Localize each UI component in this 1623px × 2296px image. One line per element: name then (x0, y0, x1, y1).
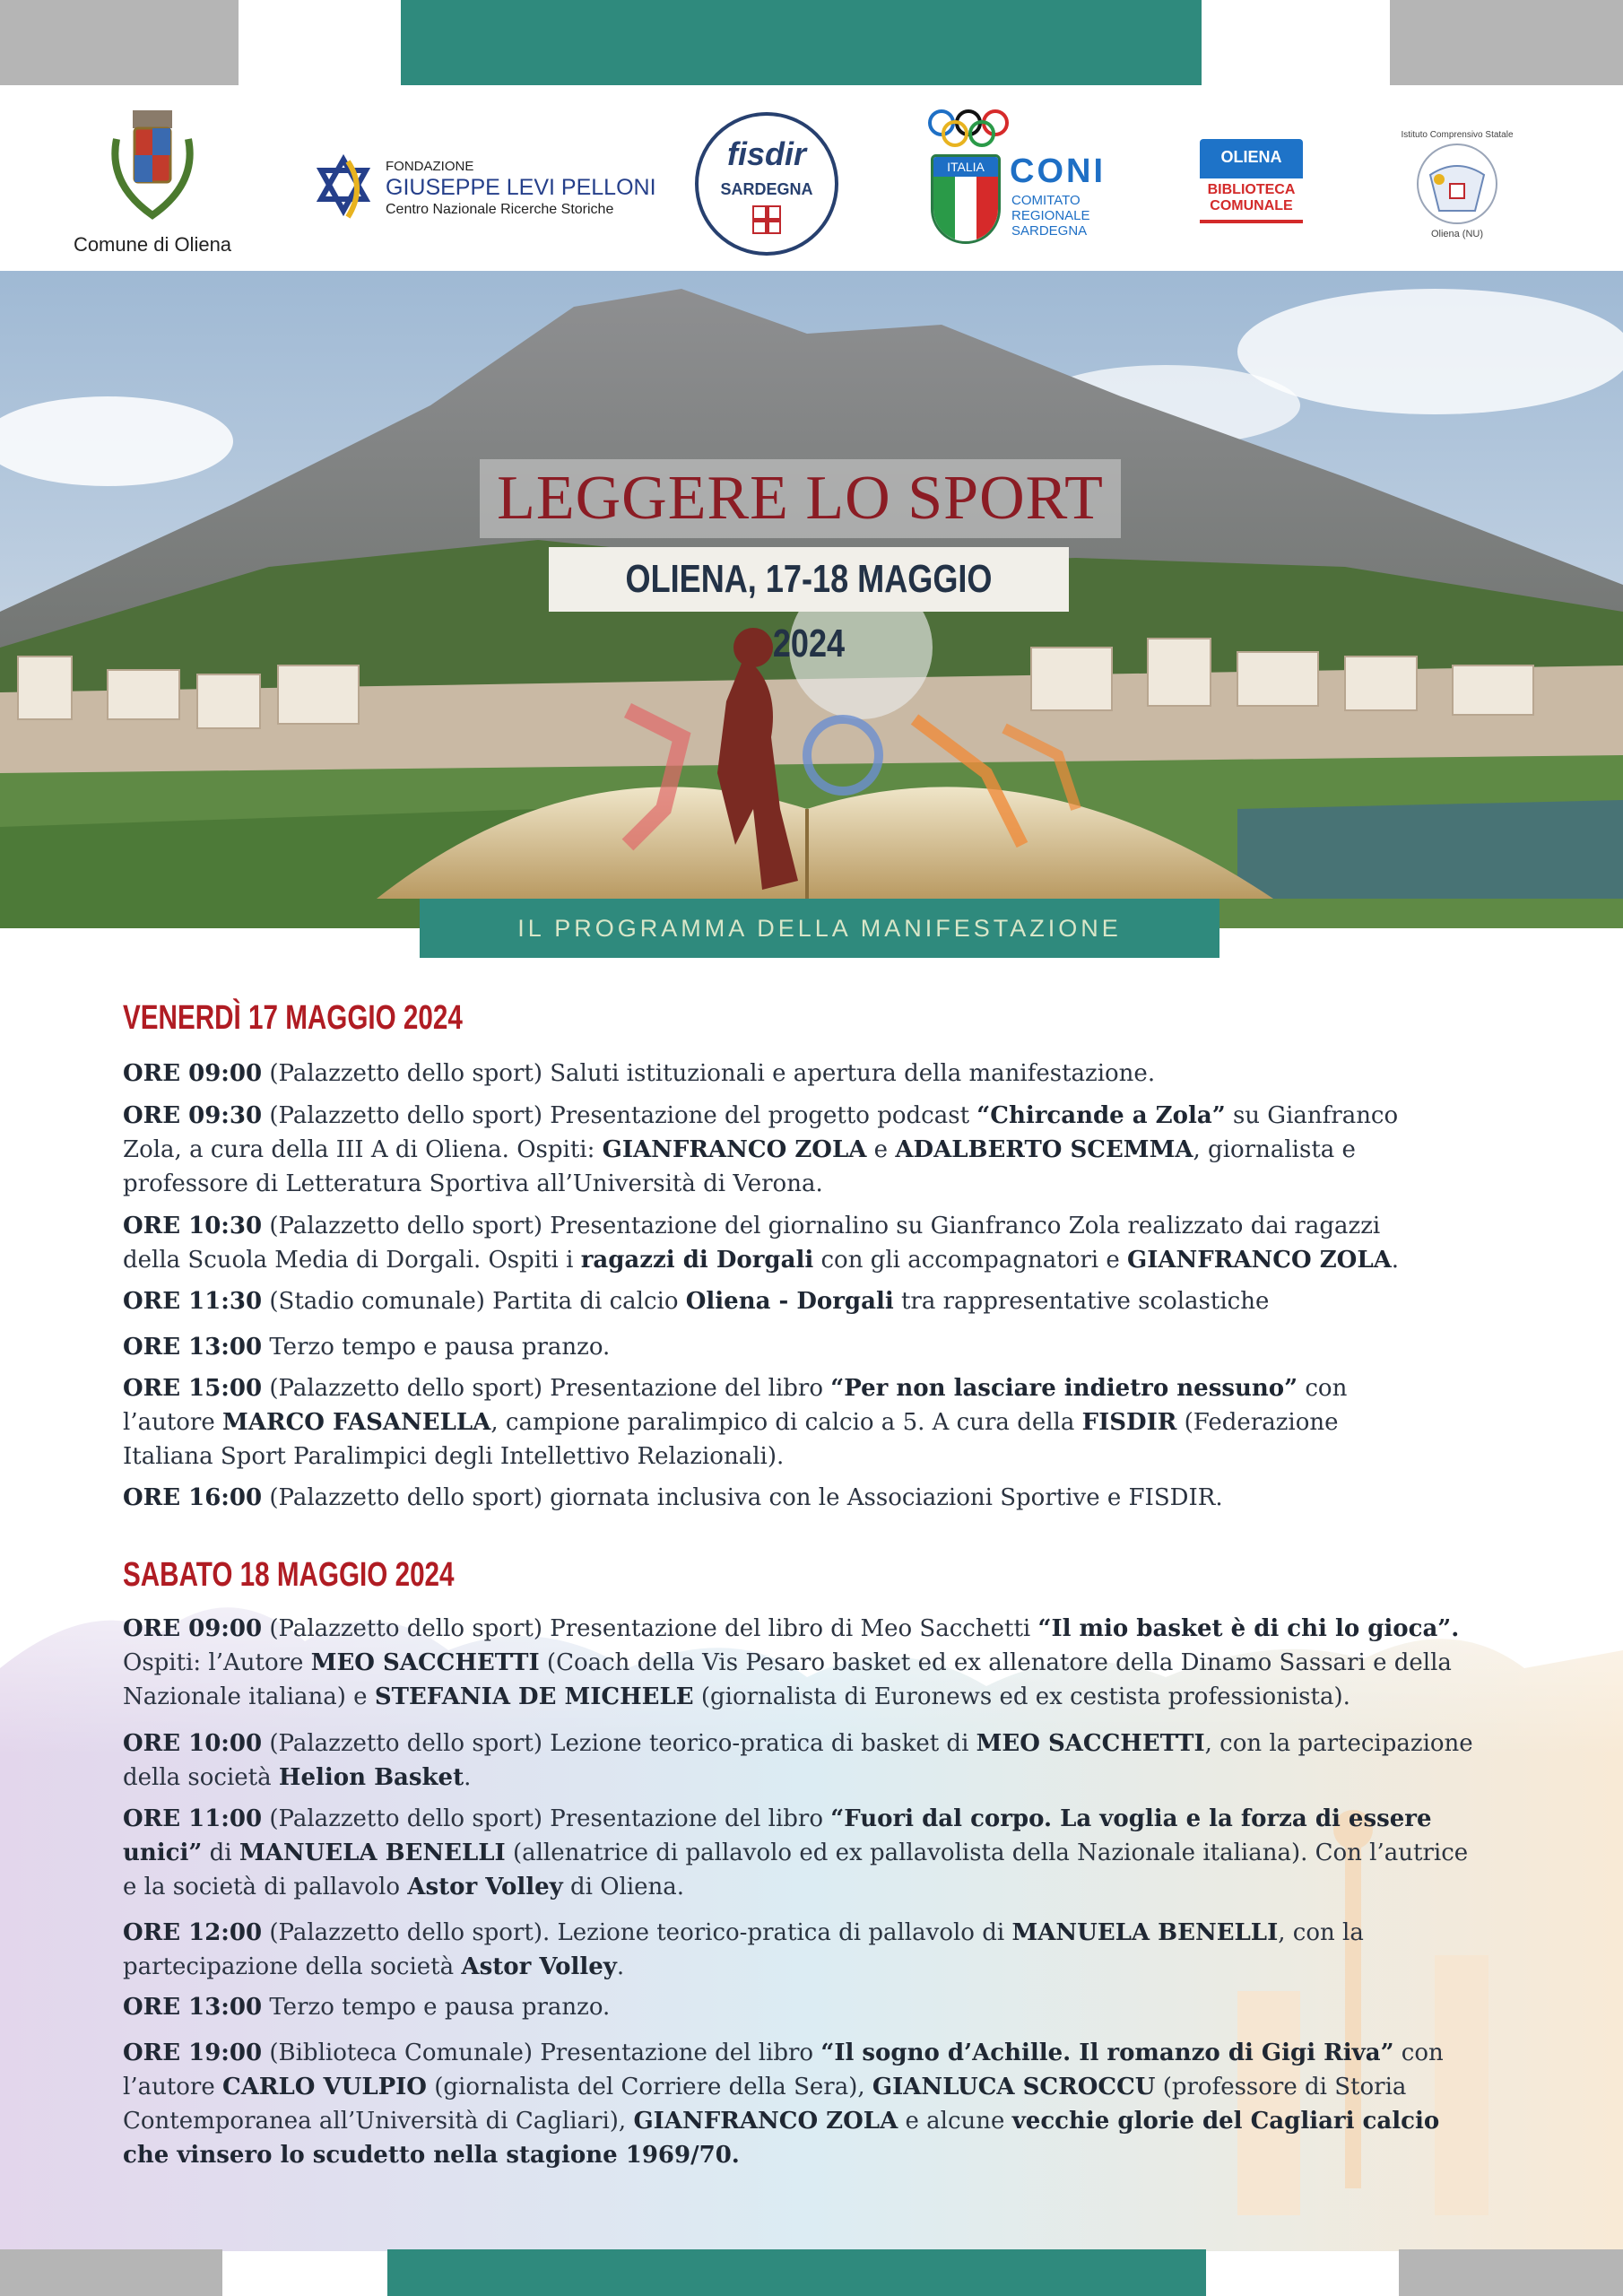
event-title-box (480, 459, 1121, 538)
entry-text: partecipazione della società (123, 1953, 462, 1980)
entry-text: , con la (1278, 1919, 1364, 1946)
entry-bold-text: ORE 12:00 (123, 1919, 263, 1946)
event-title: LEGGERE LO SPORT (497, 464, 1104, 533)
entry-bold-text: unici” (123, 1839, 203, 1866)
entry-bold-text: MARCO FASANELLA (222, 1409, 491, 1436)
bottom-right-bar (1399, 2249, 1623, 2296)
fisdir-sub: SARDEGNA (720, 180, 813, 198)
school-emblem-icon (1394, 139, 1520, 229)
entry-bold-text: Astor Volley (461, 1953, 617, 1980)
schedule-entry (123, 1916, 1540, 1984)
fondazione-sub: Centro Nazionale Ricerche Storiche (386, 202, 614, 217)
entry-bold-text: che vinsero lo scudetto nella stagione 1969/70. (123, 2142, 740, 2169)
entry-text: (professore di Storia (1155, 2074, 1407, 2100)
entry-text: (Palazzetto dello sport) Lezione teorico-pratica di basket di (262, 1730, 976, 1757)
entry-text: , giornalista e (1193, 1136, 1356, 1163)
coni-sub1: COMITATO (1011, 193, 1081, 208)
entry-text: (Coach della Vis Pesaro basket ed ex allenatore della Dinamo Sassari e della (539, 1649, 1452, 1676)
entry-bold-text: Astor Volley (407, 1874, 563, 1900)
biblio-main2: COMUNALE (1210, 198, 1293, 213)
entry-text: (Federazione (1176, 1409, 1339, 1436)
entry-bold-text: ORE 09:00 (123, 1615, 263, 1642)
fondazione-name: GIUSEPPE LEVI PELLONI (386, 175, 656, 200)
entry-bold-text: ORE 09:00 (123, 1060, 263, 1087)
entry-bold-text: GIANFRANCO ZOLA (1126, 1247, 1392, 1274)
entry-text: (Stadio comunale) Partita di calcio (262, 1288, 686, 1315)
coni-logo (924, 108, 1112, 260)
entry-bold-text: Helion Basket (278, 1764, 464, 1791)
entry-text: (giornalista di Euronews ed ex cestista professionista). (693, 1683, 1350, 1710)
menorah-icon (303, 152, 384, 224)
biblio-top: OLIENA (1200, 139, 1303, 178)
entry-bold-text: MANUELA BENELLI (239, 1839, 506, 1866)
entry-text: Contemporanea all’Università di Cagliari), (123, 2108, 634, 2135)
entry-bold-text: STEFANIA DE MICHELE (374, 1683, 694, 1710)
entry-text: su Gianfranco (1225, 1102, 1399, 1129)
entry-text: . (464, 1764, 472, 1791)
schedule-entry (123, 2036, 1540, 2172)
day-heading-friday: VENERDÌ 17 MAGGIO 2024 (123, 999, 463, 1037)
entry-bold-text: “Il sogno d’Achille. Il romanzo di Gigi Riva” (820, 2039, 1394, 2066)
entry-bold-text: MANUELA BENELLI (1011, 1919, 1279, 1946)
entry-bold-text: ORE 13:00 (123, 1994, 263, 2021)
istituto-bottom: Oliena (NU) (1430, 229, 1484, 239)
entry-bold-text: ORE 15:00 (123, 1375, 263, 1402)
entry-text: (Palazzetto dello sport). Lezione teorico-pratica di pallavolo di (262, 1919, 1012, 1946)
coni-main: CONI (1010, 152, 1106, 190)
olympic-rings-icon (926, 108, 1011, 148)
top-right-bar (1390, 0, 1623, 85)
biblioteca-logo (1200, 139, 1303, 238)
entry-text: . (1391, 1247, 1400, 1274)
entry-text: (Palazzetto dello sport) giornata inclusiva con le Associazioni Sportive e FISDIR. (262, 1484, 1223, 1511)
schedule-entry (123, 1481, 1540, 1515)
entry-bold-text: MEO SACCHETTI (976, 1730, 1205, 1757)
entry-text: , con la partecipazione (1204, 1730, 1473, 1757)
entry-text: (Palazzetto dello sport) Presentazione del libro (262, 1375, 831, 1402)
entry-text: e (866, 1136, 896, 1163)
entry-bold-text: ADALBERTO SCEMMA (895, 1136, 1193, 1163)
entry-bold-text: CARLO VULPIO (222, 2074, 427, 2100)
entry-bold-text: ORE 13:00 (123, 1334, 263, 1361)
italia-shield-icon (931, 154, 1001, 244)
entry-bold-text: “Chircande a Zola” (976, 1102, 1226, 1129)
entry-text: (Biblioteca Comunale) Presentazione del libro (262, 2039, 821, 2066)
comune-oliena-logo (54, 103, 251, 265)
coni-italia: ITALIA (933, 157, 998, 177)
entry-text: (Palazzetto dello sport) Presentazione del giornalino su Gianfranco Zola realizzato dai ragazzi (262, 1213, 1381, 1239)
entry-text: Nazionale italiana) e (123, 1683, 375, 1710)
fisdir-main: fisdir (726, 135, 806, 172)
istituto-logo (1394, 128, 1520, 245)
entry-text: professore di Letteratura Sportiva all’Università di Verona. (123, 1170, 823, 1197)
bottom-center-bar (387, 2249, 1206, 2296)
sponsor-logos-row (0, 85, 1623, 269)
schedule-entry (123, 1802, 1540, 1904)
entry-text: l’autore (123, 1409, 223, 1436)
entry-text: , campione paralimpico di calcio a 5. A cura della (490, 1409, 1082, 1436)
entry-bold-text: ORE 10:30 (123, 1213, 263, 1239)
entry-text: e alcune (898, 2108, 1012, 2135)
schedule-entry (123, 1726, 1540, 1795)
coni-sub3: SARDEGNA (1011, 223, 1088, 239)
entry-text: l’autore (123, 2074, 223, 2100)
day-heading-saturday: SABATO 18 MAGGIO 2024 (123, 1556, 455, 1594)
event-date: OLIENA, 17-18 MAGGIO 2024 (625, 557, 993, 665)
entry-text: . (616, 1953, 625, 1980)
entry-text: e la società di pallavolo (123, 1874, 408, 1900)
top-center-bar (401, 0, 1202, 85)
entry-bold-text: ORE 11:30 (123, 1288, 263, 1315)
entry-bold-text: vecchie glorie del Cagliari calcio (1011, 2108, 1440, 2135)
entry-bold-text: ORE 09:30 (123, 1102, 263, 1129)
schedule-entry (123, 1057, 1540, 1091)
entry-bold-text: “Il mio basket è di chi lo gioca”. (1037, 1615, 1460, 1642)
entry-text: Zola, a cura della III A di Oliena. Ospiti: (123, 1136, 603, 1163)
entry-text: (Palazzetto dello sport) Presentazione del libro di Meo Sacchetti (262, 1615, 1038, 1642)
entry-bold-text: ragazzi di Dorgali (580, 1247, 814, 1274)
bottom-left-bar (0, 2249, 222, 2296)
entry-bold-text: MEO SACCHETTI (310, 1649, 540, 1676)
entry-text: della Scuola Media di Dorgali. Ospiti i (123, 1247, 581, 1274)
entry-bold-text: ORE 19:00 (123, 2039, 263, 2066)
entry-bold-text: “Per non lasciare indietro nessuno” (830, 1375, 1298, 1402)
fisdir-logo (695, 112, 838, 256)
entry-bold-text: GIANFRANCO ZOLA (602, 1136, 867, 1163)
biblio-main1: BIBLIOTECA (1207, 182, 1296, 197)
schedule-entry (123, 1612, 1540, 1714)
entry-text: Terzo tempo e pausa pranzo. (262, 1334, 611, 1361)
event-date-box (549, 547, 1069, 665)
entry-bold-text: GIANFRANCO ZOLA (633, 2108, 898, 2135)
coat-of-arms-icon (54, 103, 251, 229)
entry-text: con gli accompagnatori e (813, 1247, 1127, 1274)
entry-bold-text: GIANLUCA SCROCCU (872, 2074, 1156, 2100)
program-banner (420, 899, 1219, 958)
coni-sub2: REGIONALE (1011, 208, 1090, 223)
entry-bold-text: FISDIR (1081, 1409, 1177, 1436)
entry-bold-text: ORE 16:00 (123, 1484, 263, 1511)
entry-text: Ospiti: l’Autore (123, 1649, 311, 1676)
entry-bold-text: Oliena - Dorgali (685, 1288, 894, 1315)
entry-text: della società (123, 1764, 279, 1791)
top-left-bar (0, 0, 239, 85)
entry-text: (Palazzetto dello sport) Saluti istituzionali e apertura della manifestazione. (262, 1060, 1156, 1087)
program-banner-text: IL PROGRAMMA DELLA MANIFESTAZIONE (517, 915, 1122, 942)
schedule-entry (123, 1330, 1540, 1364)
fondazione-small: FONDAZIONE (386, 159, 474, 174)
schedule-entry (123, 1099, 1540, 1201)
entry-text: (Palazzetto dello sport) Presentazione del progetto podcast (262, 1102, 977, 1129)
schedule-entry (123, 1990, 1540, 2024)
entry-text: tra rappresentative scolastiche (893, 1288, 1270, 1315)
schedule-entry (123, 1209, 1540, 1277)
entry-text: con (1393, 2039, 1444, 2066)
fondazione-logo (303, 148, 656, 229)
entry-text: Italiana Sport Paralimpici degli Intellettivo Relazionali). (123, 1443, 785, 1470)
comune-label: Comune di Oliena (73, 233, 232, 256)
entry-text: Terzo tempo e pausa pranzo. (262, 1994, 611, 2021)
entry-text: (giornalista del Corriere della Sera), (426, 2074, 872, 2100)
entry-text: di Oliena. (562, 1874, 685, 1900)
schedule-entry (123, 1371, 1540, 1474)
entry-text: (Palazzetto dello sport) Presentazione del libro (262, 1805, 831, 1832)
entry-text: (allenatrice di pallavolo ed ex pallavolista della Nazionale italiana). Con l’autrice (505, 1839, 1469, 1866)
entry-bold-text: “Fuori dal corpo. La voglia e la forza di essere (830, 1805, 1432, 1832)
entry-bold-text: ORE 10:00 (123, 1730, 263, 1757)
istituto-ring: Istituto Comprensivo Statale (1401, 130, 1514, 140)
entry-text: con (1298, 1375, 1348, 1402)
entry-text: di (202, 1839, 239, 1866)
sardinia-flag-icon (752, 205, 781, 234)
schedule-entry (123, 1284, 1540, 1318)
entry-bold-text: ORE 11:00 (123, 1805, 263, 1832)
